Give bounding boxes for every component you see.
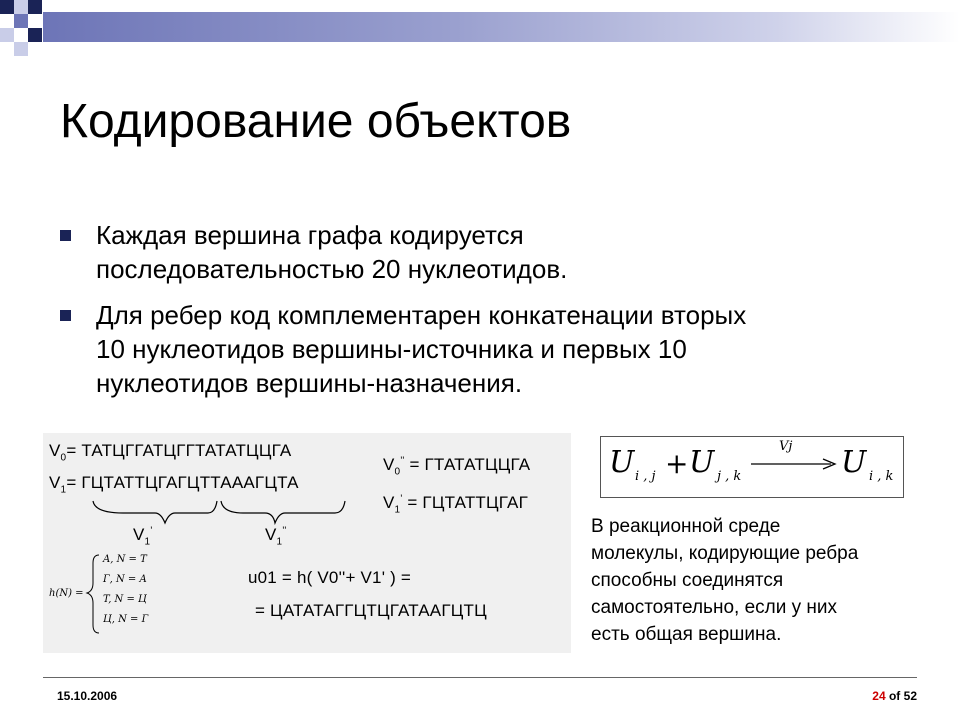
u-term: U	[841, 445, 867, 480]
page-number	[872, 689, 917, 703]
header-decoration	[0, 0, 960, 55]
bullet-square-icon	[60, 230, 71, 241]
description-line: способны соединятся	[591, 570, 784, 591]
brace-label-v1-double-prime: $V_1''$	[265, 525, 287, 548]
u01-result: = ЦАТАТАГГЦТЦГАТААГЦТЦ	[255, 601, 487, 620]
reaction-description	[591, 513, 921, 648]
u-term: U	[609, 445, 635, 480]
deco-square	[0, 0, 14, 14]
case-line: Ц, N = Г	[103, 614, 149, 625]
deco-square	[0, 28, 14, 42]
brace-left	[93, 501, 217, 523]
page-current: 24	[872, 689, 886, 703]
bullet-line: Каждая вершина графа кодируется	[96, 220, 524, 250]
bullet-line: последовательностью 20 нуклеотидов.	[96, 254, 568, 284]
footer-date: 15.10.2006	[57, 689, 118, 703]
right-arrow-icon	[751, 457, 837, 471]
slide-title: Кодирование объектов	[60, 95, 572, 148]
v1-sequence: $V_1=$ ГЦТАТТЦГАГЦТТААAГЦТА	[49, 473, 299, 496]
description-line: В реакционной среде	[591, 516, 781, 537]
deco-square	[28, 0, 42, 14]
brace-right	[221, 501, 345, 523]
u-term-subscript: j , k	[717, 469, 742, 484]
v0-second-half: $V_0''$ = ГТАТАТЦЦГА	[383, 455, 531, 478]
case-line: Г, N = A	[103, 574, 147, 585]
bullet-item	[60, 298, 920, 400]
bullet-square-icon	[60, 310, 71, 321]
description-line: самостоятельно, если у них	[591, 597, 837, 618]
u-term-subscript: i , k	[869, 469, 894, 484]
bullet-list	[60, 218, 920, 412]
u-term: U	[689, 445, 715, 480]
u01-formula: u01 = h( V0''+ V1' ) =	[248, 568, 411, 587]
encoding-example-panel	[43, 433, 571, 653]
deco-square	[14, 0, 28, 14]
plus-sign: +	[665, 447, 689, 480]
description-line: есть общая вершина.	[591, 624, 782, 645]
bullet-line: Для ребер код комплементарен конкатенации вторых	[96, 300, 747, 330]
cases-brace	[87, 555, 99, 633]
bullet-line: нуклеотидов вершины-назначения.	[96, 368, 523, 398]
brace-label-v1-prime: $V_1'$	[133, 525, 153, 548]
case-line: T, N = Ц	[103, 594, 147, 605]
arrow-label: Vj	[779, 439, 793, 454]
header-gradient-band	[43, 12, 960, 42]
case-line: A, N = T	[103, 554, 147, 565]
deco-square	[14, 42, 28, 56]
footer-divider	[43, 677, 917, 678]
bullet-item	[60, 218, 920, 286]
v0-sequence: $V_0=$ ТАТЦГГАТЦГГТАТАТЦЦГА	[49, 441, 292, 464]
u-term-subscript: i , j	[635, 469, 656, 484]
description-line: молекулы, кодирующие ребра	[591, 543, 859, 564]
deco-square	[14, 14, 28, 28]
edge-joining-formula	[600, 436, 904, 498]
deco-square	[28, 28, 42, 42]
v1-first-half: $V_1'$ = ГЦТАТТЦГАГ	[383, 493, 528, 516]
h-function-label: h(N) =	[49, 588, 84, 599]
page-total: 52	[903, 689, 917, 703]
page-separator: of	[885, 689, 904, 703]
bullet-line: 10 нуклеотидов вершины-источника и первых 10	[96, 334, 687, 364]
